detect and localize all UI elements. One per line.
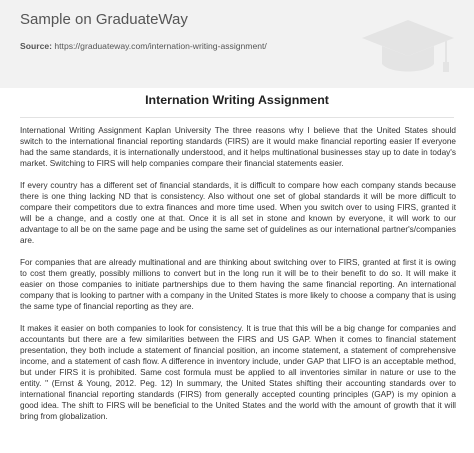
- site-title: Sample on GraduateWay: [20, 11, 188, 28]
- source-line: [20, 41, 267, 51]
- page-header: [0, 0, 474, 88]
- source-label: Source:: [20, 41, 52, 51]
- paragraph: It makes it easier on both companies to look for consistency. It is true that this will be a big change for companies and accountants but there are a few similarities between the FIRS and US GAP. When it comes to financial statement presentation, they both include a statement of financial position, an income statement, a statement of comprehensive income, and a statement of cash flow. A difference in inventory include, under GAP that LIFO is an acceptable method, but under FIRS it is prohibited. Same cost formula must be applied to all inventories similar in nature or use to the entity. " (Ernst & Young, 2012. Peg. 12) In summary, the United States shifting their accounting standards over to international financial reporting standards (FIRS) from generally accepted counting principles (GAP) is my opinion a good idea. The shift to FIRS will be beneficial to the United States and the world with the amount of growth that it will bring from globalization.: [20, 324, 456, 421]
- graduation-cap-icon: [360, 14, 456, 80]
- paragraph: If every country has a different set of financial standards, it is difficult to compare how each company stands because there is one thing lacking ND that is consistency. Also without one set of global standards it will be more difficult to compare their competitors due to extra finances and more time used. When you switch over to using FIRS, granted it will be a change, and a costly one at that. Once it is all set in stone and known by everyone, it will work to our advantage to all be on the same page and be using the same set of guidelines as our international partner's/companies are.: [20, 181, 456, 245]
- document-title: Internation Writing Assignment: [145, 93, 329, 107]
- paragraph: International Writing Assignment Kaplan University The three reasons why I believe that the United States should switch to the international financial reporting standards (FIRS) are it would make financial reporting easier If everyone had the same standards, it is internationally understood, and it helps multinational businesses stay up to date in today's market. Switching to FIRS will help companies compare their financial statements easier.: [20, 126, 456, 168]
- document-body: [20, 125, 456, 433]
- title-divider: [20, 117, 454, 118]
- paragraph: For companies that are already multinational and are thinking about switching over to FIRS, granted at first it is owing to cost them greatly, possibly millions to convert but in the long run it will be to their benefit to do so. It will make it easier on those companies to initiate partnerships due to them having the same financial reporting. An international company that is looking to partner with a company in the United States is more likely to choose a company that is using the same type of financial reporting as they are.: [20, 258, 456, 311]
- source-link[interactable]: https://graduateway.com/internation-writing-assignment/: [54, 41, 267, 51]
